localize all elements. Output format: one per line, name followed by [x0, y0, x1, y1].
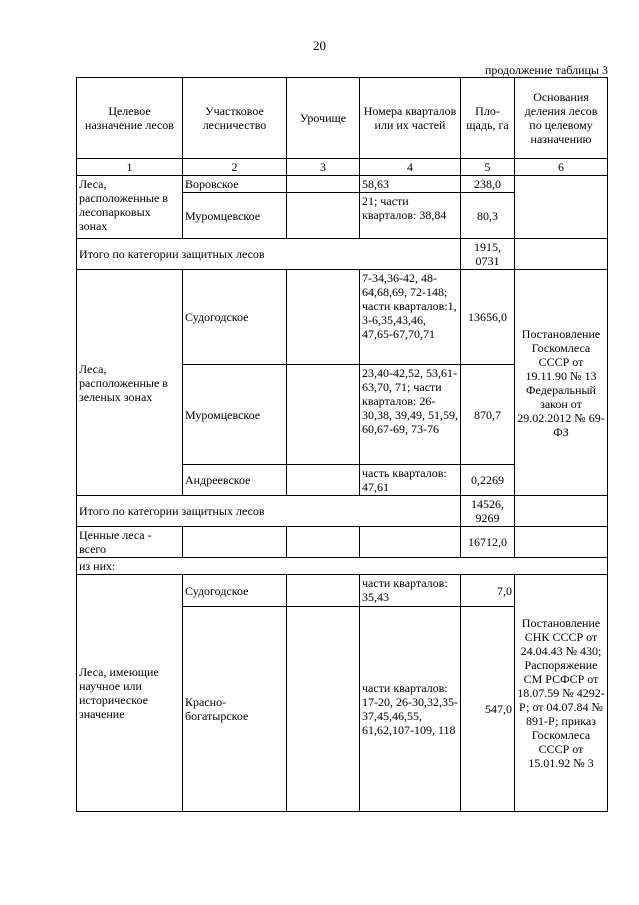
- forestry-cell: Андреевское: [183, 465, 287, 496]
- column-number: 2: [183, 159, 287, 176]
- header-forestry: Участковое лесничество: [183, 78, 287, 159]
- column-number: 5: [461, 159, 515, 176]
- header-area: Пло-щадь, га: [461, 78, 515, 159]
- of-them-row: [77, 558, 608, 575]
- basis-cell: [515, 496, 608, 527]
- header-basis: Основания деления лесов по целевому назначению: [515, 78, 608, 159]
- valuable-area: 16712,0: [461, 527, 515, 558]
- column-number: 4: [360, 159, 461, 176]
- basis-cell: Постановление Госкомлеса СССР от 19.11.90 № 13 Федеральный закон от 29.02.2012 № 69-ФЗ: [515, 270, 608, 496]
- tract-cell: [287, 527, 360, 558]
- forestry-cell: [183, 527, 287, 558]
- basis-cell: Постановление СНК СССР от 24.04.43 № 430; Распоряжение СМ РСФСР от 18.07.59 № 4292-Р; от 04.07.84 № 891-Р; приказ Госкомлеса СССР от 15.01.92 № 3: [515, 575, 608, 812]
- table-row: [77, 575, 608, 607]
- tract-cell: [287, 193, 360, 239]
- quarters-cell: 23,40-42,52, 53,61-63,70, 71; части кварталов: 26-30,38, 39,49, 51,59, 60,67-69, 73-76: [360, 365, 461, 465]
- total-area: 1915, 0731: [461, 239, 515, 270]
- column-number: 6: [515, 159, 608, 176]
- purpose-cell: Леса, расположенные в лесопарковых зонах: [77, 176, 183, 239]
- basis-cell: [515, 527, 608, 558]
- forestry-cell: Муромцевское: [183, 365, 287, 465]
- quarters-cell: [360, 527, 461, 558]
- total-area: 14526, 9269: [461, 496, 515, 527]
- area-cell: 13656,0: [461, 270, 515, 365]
- valuable-total-row: [77, 527, 608, 558]
- forestry-cell: Воровское: [183, 176, 287, 193]
- header-quarters: Номера кварталов или их частей: [360, 78, 461, 159]
- area-cell: 870,7: [461, 365, 515, 465]
- area-cell: 7,0: [461, 575, 515, 607]
- forestry-cell: Судогодское: [183, 270, 287, 365]
- tract-cell: [287, 270, 360, 365]
- forestry-cell: Муромцевское: [183, 193, 287, 239]
- basis-cell: [515, 239, 608, 270]
- area-cell: 0,2269: [461, 465, 515, 496]
- tract-cell: [287, 465, 360, 496]
- total-label: Итого по категории защитных лесов: [77, 239, 461, 270]
- total-label: Итого по категории защитных лесов: [77, 496, 461, 527]
- column-number: 1: [77, 159, 183, 176]
- purpose-cell: Леса, расположенные в зеленых зонах: [77, 270, 183, 496]
- tract-cell: [287, 176, 360, 193]
- table-row: [77, 176, 608, 193]
- area-cell: 80,3: [461, 193, 515, 239]
- forestry-cell: Красно-богатырское: [183, 607, 287, 812]
- table-row: [77, 270, 608, 365]
- tract-cell: [287, 365, 360, 465]
- column-number-row: [77, 159, 608, 176]
- header-row: [77, 78, 608, 159]
- quarters-cell: 21; части кварталов: 38,84: [360, 193, 461, 239]
- forest-purpose-table: [76, 77, 608, 812]
- quarters-cell: 7-34,36-42, 48-64,68,69, 72-148; части кварталов:1, 3-6,35,43,46, 47,65-67,70,71: [360, 270, 461, 365]
- area-cell: 547,0: [461, 607, 515, 812]
- forestry-cell: Судогодское: [183, 575, 287, 607]
- table-caption: продолжение таблицы 3: [484, 63, 608, 77]
- of-them-label: из них:: [77, 558, 608, 575]
- quarters-cell: части кварталов: 35,43: [360, 575, 461, 607]
- total-row: [77, 496, 608, 527]
- page-number: 20: [313, 38, 326, 53]
- basis-cell: [515, 176, 608, 239]
- area-cell: 238,0: [461, 176, 515, 193]
- column-number: 3: [287, 159, 360, 176]
- tract-cell: [287, 607, 360, 812]
- quarters-cell: часть кварталов: 47,61: [360, 465, 461, 496]
- valuable-label: Ценные леса - всего: [77, 527, 183, 558]
- quarters-cell: 58,63: [360, 176, 461, 193]
- header-purpose: Целевое назначение лесов: [77, 78, 183, 159]
- quarters-cell: части кварталов: 17-20, 26-30,32,35-37,45,46,55, 61,62,107-109, 118: [360, 607, 461, 812]
- total-row: [77, 239, 608, 270]
- tract-cell: [287, 575, 360, 607]
- header-tract: Урочище: [287, 78, 360, 159]
- purpose-cell: Леса, имеющие научное или историческое значение: [77, 575, 183, 812]
